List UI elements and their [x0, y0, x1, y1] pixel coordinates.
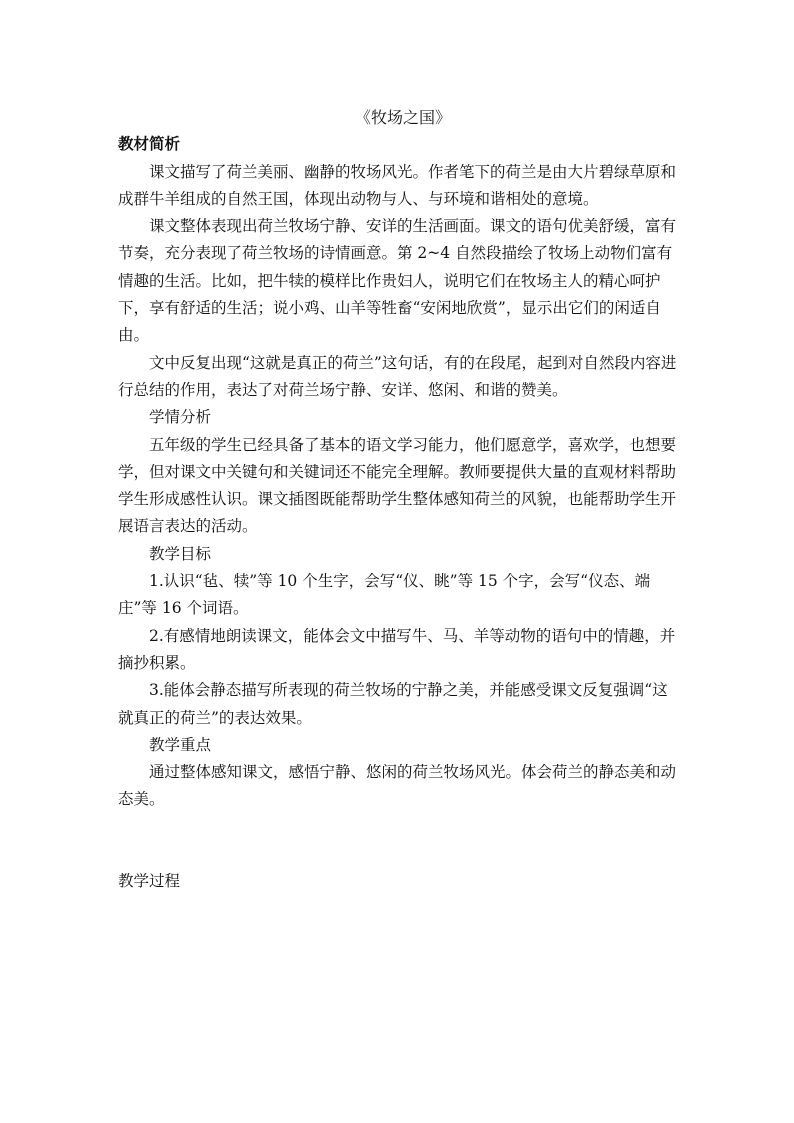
section-heading-process: 教学过程 [118, 871, 181, 890]
document-body [118, 104, 680, 895]
document-title: 《牧场之国》 [354, 108, 451, 127]
paragraph: 课文整体表现出荷兰牧场宁静、安详的生活画面。课文的语句优美舒缓，富有节奏，充分表现了荷兰牧场的诗情画意。第 2~4 自然段描绘了牧场上动物们富有情趣的生活。比如，把牛犊的模样比作贵妇人，说明它们在牧场主人的精心呵护下，享有舒适的生活；说小鸡、山羊等牲畜“安闲地欣赏”，显示出它们的闲适自由。 [118, 217, 677, 345]
section-heading-student-analysis: 学情分析 [149, 408, 212, 427]
paragraph: 课文描写了荷兰美丽、幽静的牧场风光。作者笔下的荷兰是由大片碧绿草原和成群牛羊组成的自然王国，体现出动物与人、与环境和谐相处的意境。 [118, 162, 677, 208]
goal-item: 3.能体会静态描写所表现的荷兰牧场的宁静之美，并能感受课文反复强调“这就真正的荷兰”的表达效果。 [118, 681, 668, 727]
goal-item: 2.有感情地朗读课文，能体会文中描写牛、马、羊等动物的语句中的情趣，并摘抄积累。 [118, 626, 676, 672]
section-heading-goals: 教学目标 [149, 544, 212, 563]
goal-item: 1.认识“毡、犊”等 10 个生字，会写“仪、眺”等 15 个字，会写“仪态、端庄”等 16 个词语。 [118, 572, 651, 618]
paragraph: 文中反复出现“这就是真正的荷兰”这句话，有的在段尾，起到对自然段内容进行总结的作用，表达了对荷兰场宁静、安详、悠闲、和谐的赞美。 [118, 353, 677, 399]
spacer [118, 814, 680, 868]
section-heading-materials: 教材简析 [118, 135, 181, 154]
paragraph: 五年级的学生已经具备了基本的语文学习能力，他们愿意学，喜欢学，也想要学，但对课文中关键句和关键词还不能完全理解。教师要提供大量的直观材料帮助学生形成感性认识。课文插图既能帮助学生整体感知荷兰的风貌，也能帮助学生开展语言表达的活动。 [118, 435, 677, 536]
section-heading-focus: 教学重点 [149, 735, 212, 754]
paragraph: 通过整体感知课文，感悟宁静、悠闲的荷兰牧场风光。体会荷兰的静态美和动态美。 [118, 763, 677, 809]
